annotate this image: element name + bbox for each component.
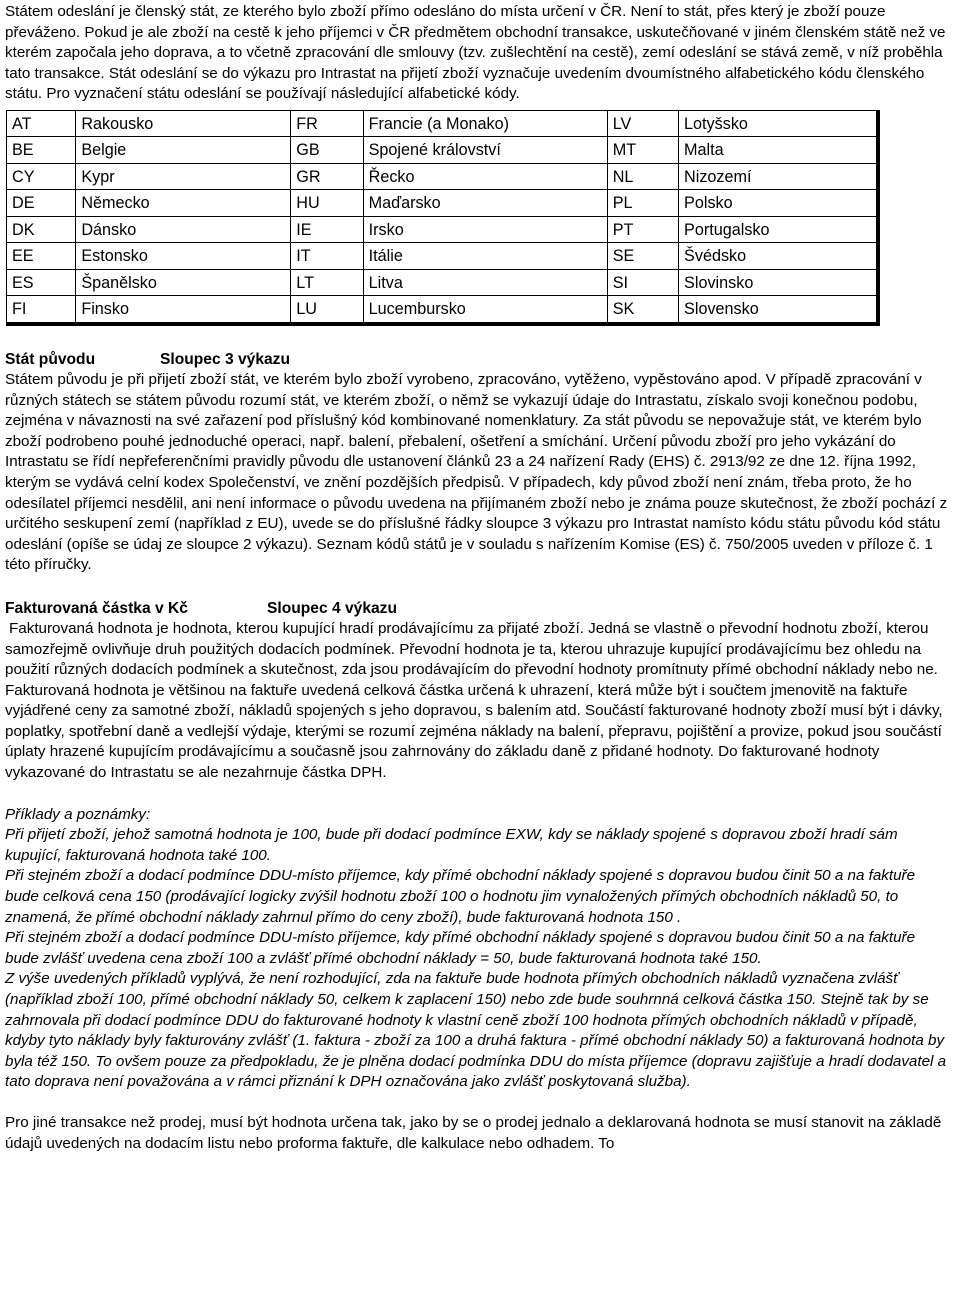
- country-code-cell: GR: [291, 163, 363, 190]
- country-code-cell: HU: [291, 190, 363, 217]
- country-name-cell: Estonsko: [76, 243, 291, 270]
- amount-section-text: Fakturovaná hodnota je hodnota, kterou kupující hradí prodávajícímu za přijaté zboží. Jedná se vlastně o převodní hodnotu zboží, kterou samozřejmě ovlivňuje druh použitých dodacích podmínek. Převodní hodnota je ta, kterou uhrazuje kupující prodávajícímu bez ohledu na použití různých dodacích podmínek a skutečnost, zda jsou prodávajícím do převodní hodnoty promítnuty přímé obchodní náklady nebo ne. Fakturovaná hodnota je většinou na faktuře uvedená celková částka určená k uhrazení, která může být i součtem jmenovitě na faktuře vyjádřené ceny za samotné zboží, nákladů spojených s jeho dopravou, s balením atd. Součástí fakturované hodnoty zboží musí být i dávky, poplatky, spotřební daně a vedlejší výdaje, kterými se rozumí zejména náklady na balení, přepravu, pojištění a provize, pokud jsou součástí úplaty hrazené kupujícím prodávajícímu a současně jsou zahrnovány do základu daně z přidané hodnoty. Do fakturované hodnoty vykazované do Intrastatu se ale nezahrnuje částka DPH.: [5, 619, 943, 782]
- final-paragraph: Pro jiné transakce než prodej, musí být hodnota určena tak, jako by se o prodej jednalo a deklarovaná hodnota se musí stanovit na základě údajů uvedených na dodacím listu nebo proforma faktuře, dle kalkulace nebo odhadem. To: [5, 1113, 942, 1152]
- country-name-cell: Finsko: [76, 296, 291, 324]
- country-code-cell: LV: [607, 110, 678, 137]
- table-row: [7, 110, 879, 137]
- table-row: [7, 163, 879, 190]
- origin-heading-label: Stát původu: [5, 350, 96, 368]
- intro-paragraph: Státem odeslání je členský stát, ze kterého bylo zboží přímo odesláno do místa určení v ČR. Není to stát, přes který je zboží pouze převáženo. Pokud je ale zboží na cestě k jeho příjemci v ČR předmětem obchodní transakce, uskutečňované v jiném členském státě než ve kterém započala jeho doprava, a to včetně zpracování dle smlouvy (tzv. zušlechtění na cestě), zemí odeslání se stává země, v níž proběhla tato transakce. Stát odeslání se do výkazu pro Intrastat na přijetí zboží vyznačuje uvedením dvoumístného alfabetického kódu členského státu. Pro vyznačení státu odeslání se používají následující alfabetické kódy.: [5, 3, 946, 103]
- table-row: [7, 269, 879, 296]
- country-code-cell: ES: [7, 269, 76, 296]
- country-code-cell: DK: [7, 216, 76, 243]
- country-name-cell: Slovensko: [679, 296, 878, 324]
- origin-section-text: Státem původu je při přijetí zboží stát, ve kterém bylo zboží vyrobeno, zpracováno, vytěženo, vypěstováno apod. V případě zpracování v různých státech se státem původu rozumí stát, ve kterém zboží, o němž se vykazují údaje do Intrastatu, získalo svoji konečnou podobu, zejména v návaznosti na své zařazení pod příslušný kód kombinované nomenklatury. Za stát původu se nepovažuje stát, ve kterém bylo zboží podrobeno pouhé jednoduché operaci, např. balení, přebalení, ošetření a smíchání. Určení původu zboží pro jeho vykázání do Intrastatu se řídí nepřeferenčními pravidly původu dle ustanovení článků 23 a 24 nařízení Rady (EHS) č. 2913/92 ze dne 12. října 1992, kterým se vydává celní kodex Společenství, ve znění pozdějších předpisů. V případech, kdy původ zboží není znám, třeba proto, že ho odesílatel příjemci nesdělil, ani není informace o původu uvedena na přijímaném zboží nebo je známa pouze skutečnost, že zboží pochází z určitého seskupení zemí (například z EU), uvede se do příslušné řádky sloupce 3 výkazu pro Intrastat namísto kódu státu původu kód státu odeslání (opíše se údaj ze sloupce 2 výkazu). Seznam kódů států je v souladu s nařízením Komise (ES) č. 750/2005 uveden v příloze č. 1 této příručky.: [5, 370, 948, 574]
- country-code-cell: LU: [291, 296, 363, 324]
- country-name-cell: Itálie: [363, 243, 607, 270]
- country-name-cell: Polsko: [679, 190, 878, 217]
- country-name-cell: Švédsko: [679, 243, 878, 270]
- amount-heading-label: Fakturovaná částka v Kč: [5, 599, 188, 617]
- country-code-cell: SI: [607, 269, 678, 296]
- example-item: Při přijetí zboží, jehož samotná hodnota je 100, bude při dodací podmínce EXW, kdy se náklady spojené s dopravou zboží hradí sám kupující, fakturovaná hodnota také 100.: [5, 826, 898, 864]
- table-row: [7, 216, 879, 243]
- country-code-cell: FI: [7, 296, 76, 324]
- country-code-cell: SK: [607, 296, 678, 324]
- country-code-cell: PL: [607, 190, 678, 217]
- country-code-cell: MT: [607, 137, 678, 164]
- table-row: [7, 243, 879, 270]
- country-code-cell: FR: [291, 110, 363, 137]
- country-code-cell: NL: [607, 163, 678, 190]
- country-code-cell: LT: [291, 269, 363, 296]
- country-code-cell: DE: [7, 190, 76, 217]
- country-name-cell: Belgie: [76, 137, 291, 164]
- country-code-cell: CY: [7, 163, 76, 190]
- table-row: [7, 296, 879, 324]
- example-item: Při stejném zboží a dodací podmínce DDU-místo příjemce, kdy přímé obchodní náklady spojené s dopravou budou činit 50 a na faktuře bude celková cena 150 (prodávající logicky zvýšil hodnotu zboží 100 o hodnotu jim vynaložených přímých obchodních nákladů 50, to znamená, že přímé obchodní náklady zahrnul přímo do ceny zboží), bude fakturovaná hodnota 150 .: [5, 867, 916, 926]
- table-row: [7, 190, 879, 217]
- table-row: [7, 137, 879, 164]
- country-name-cell: Malta: [679, 137, 878, 164]
- country-code-cell: BE: [7, 137, 76, 164]
- amount-section-heading: [5, 598, 949, 619]
- country-codes-body: [7, 110, 879, 324]
- examples-heading: Příklady a poznámky:: [5, 805, 151, 823]
- country-code-cell: GB: [291, 137, 363, 164]
- country-name-cell: Litva: [363, 269, 607, 296]
- country-name-cell: Lucembursko: [363, 296, 607, 324]
- country-name-cell: Spojené království: [363, 137, 607, 164]
- country-name-cell: Slovinsko: [679, 269, 878, 296]
- country-name-cell: Německo: [76, 190, 291, 217]
- example-item: Při stejném zboží a dodací podmínce DDU-místo příjemce, kdy přímé obchodní náklady spojené s dopravou budou činit 50 a na faktuře bude zvlášť uvedena cena zboží 100 a zvlášť přímé obchodní náklady = 50, bude fakturovaná hodnota také 150.: [5, 929, 916, 967]
- country-name-cell: Irsko: [363, 216, 607, 243]
- country-code-cell: PT: [607, 216, 678, 243]
- country-codes-table: [6, 110, 880, 326]
- country-name-cell: Dánsko: [76, 216, 291, 243]
- country-name-cell: Maďarsko: [363, 190, 607, 217]
- country-name-cell: Řecko: [363, 163, 607, 190]
- country-name-cell: Španělsko: [76, 269, 291, 296]
- country-name-cell: Rakousko: [76, 110, 291, 137]
- origin-section-heading: [5, 349, 949, 370]
- country-code-cell: EE: [7, 243, 76, 270]
- country-code-cell: IE: [291, 216, 363, 243]
- country-code-cell: SE: [607, 243, 678, 270]
- examples-block: [5, 805, 949, 1093]
- amount-column-label: Sloupec 4 výkazu: [267, 599, 398, 617]
- example-item: Z výše uvedených příkladů vyplývá, že není rozhodující, zda na faktuře bude hodnota přímých obchodních nákladů vyznačena zvlášť (například zboží 100, přímé obchodní náklady 50, celkem k zaplacení 150) nebo zde bude souhrnná celková částka 150. Stejně tak by se zahrnovala při dodací podmínce DDU do fakturované hodnoty k vlastní ceně zboží 100 hodnota přímých obchodních nákladů v případě, kdyby tyto náklady byly fakturovány zvlášť (1. faktura - zboží za 100 a druhá faktura - přímé obchodní náklady 50) a fakturovaná hodnota by byla též 150. To ovšem pouze za předpokladu, že je plněna dodací podmínka DDU do místa příjemce (dopravu zajišťuje a hradí dodavatel a tato doprava není považována a v rámci přiznání k DPH označována jako zvlášť poskytovaná služba).: [5, 970, 947, 1091]
- country-name-cell: Portugalsko: [679, 216, 878, 243]
- country-code-cell: AT: [7, 110, 76, 137]
- country-name-cell: Lotyšsko: [679, 110, 878, 137]
- country-name-cell: Nizozemí: [679, 163, 878, 190]
- country-code-cell: IT: [291, 243, 363, 270]
- country-name-cell: Francie (a Monako): [363, 110, 607, 137]
- origin-column-label: Sloupec 3 výkazu: [160, 350, 291, 368]
- country-name-cell: Kypr: [76, 163, 291, 190]
